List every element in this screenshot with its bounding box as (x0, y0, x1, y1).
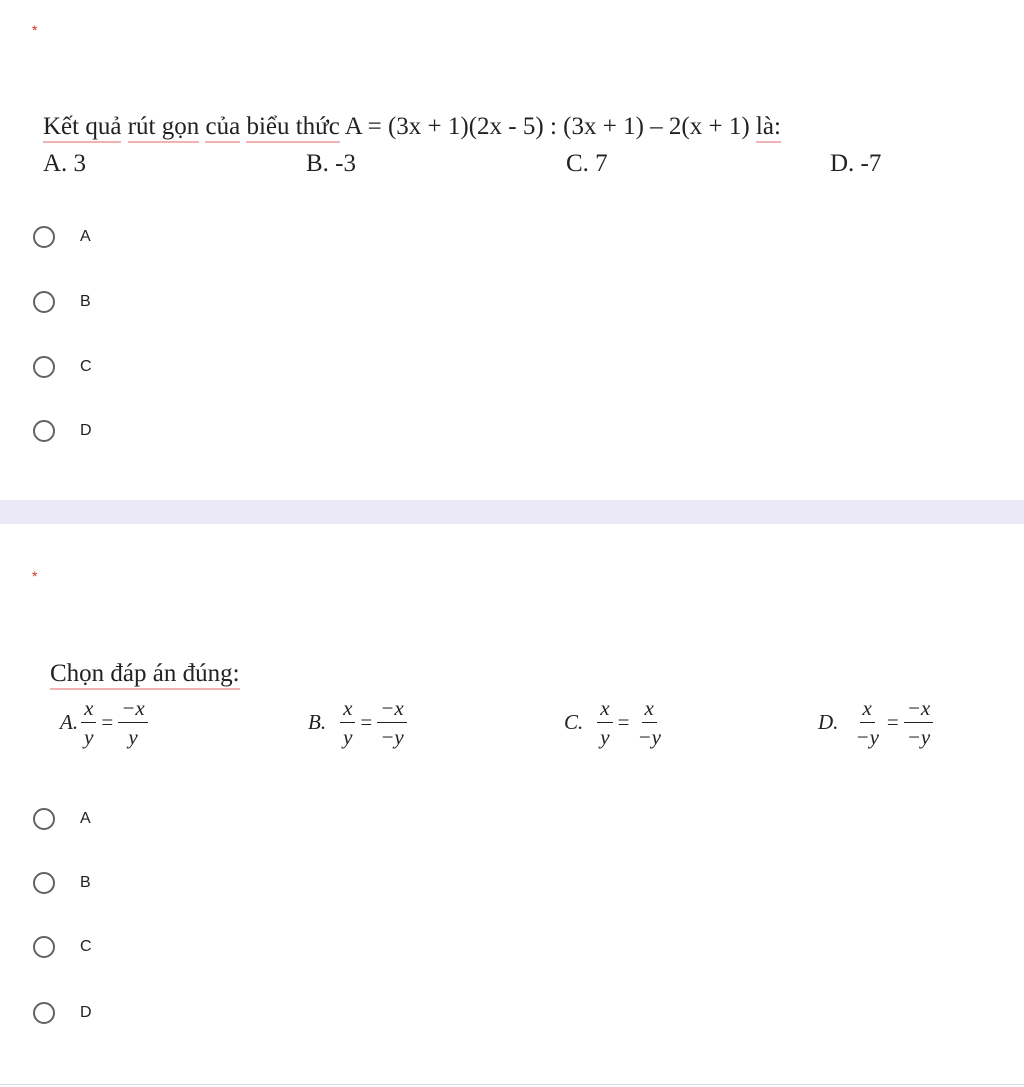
choice-formula-d (818, 696, 936, 749)
question-title (43, 113, 781, 141)
denominator: y (128, 725, 138, 749)
radio-label: A (80, 810, 91, 827)
choice-formula-c (564, 696, 667, 749)
choice-letter: A. (60, 710, 79, 734)
radio-button[interactable] (33, 936, 55, 958)
choice-letter: C. (564, 710, 584, 734)
radio-label: B (80, 874, 91, 891)
question-word: Kết quả (43, 113, 121, 143)
choice-formula-b (308, 696, 410, 749)
fraction-right (118, 696, 148, 749)
question-word: là: (756, 113, 781, 143)
numerator: x (597, 696, 612, 723)
radio-option-c[interactable] (33, 932, 92, 962)
question-word: biểu thức (246, 113, 339, 143)
denominator: −y (637, 725, 661, 749)
radio-label: C (80, 358, 92, 375)
fraction-left (340, 696, 355, 749)
radio-label: A (80, 228, 91, 245)
radio-option-d[interactable] (33, 416, 92, 446)
choice-formula-a (60, 696, 151, 749)
radio-option-a[interactable] (33, 804, 91, 834)
radio-button[interactable] (33, 420, 55, 442)
radio-button[interactable] (33, 872, 55, 894)
choice-text-a: A. 3 (43, 150, 87, 177)
choice-letter: B. (308, 710, 327, 734)
question-text: Chọn đáp án đúng: (50, 660, 240, 690)
denominator: −y (380, 725, 404, 749)
question-word: của (205, 113, 240, 143)
denominator: y (343, 725, 353, 749)
numerator: x (642, 696, 657, 723)
card-separator (0, 500, 1024, 524)
choice-text-b: B. -3 (306, 150, 356, 177)
question-title (50, 660, 240, 688)
required-asterisk: * (32, 22, 38, 38)
denominator: −y (906, 725, 931, 749)
numerator: x (81, 696, 96, 723)
fraction-right (904, 696, 934, 749)
numerator: −x (904, 696, 934, 723)
numerator: x (340, 696, 355, 723)
equals-sign: = (617, 710, 630, 734)
numerator: −x (377, 696, 407, 723)
equals-sign: = (101, 710, 114, 734)
radio-button[interactable] (33, 356, 55, 378)
equals-sign: = (886, 710, 899, 734)
required-asterisk: * (32, 568, 38, 584)
radio-option-b[interactable] (33, 868, 91, 898)
radio-button[interactable] (33, 226, 55, 248)
question-expression: A = (3x + 1)(2x - 5) : (3x + 1) – 2(x + 1) (344, 113, 750, 140)
choice-text-c: C. 7 (566, 150, 608, 177)
question-card-2 (0, 524, 1024, 1085)
numerator: x (860, 696, 875, 723)
radio-button[interactable] (33, 808, 55, 830)
question-word: rút gọn (128, 113, 200, 143)
denominator: y (600, 725, 610, 749)
radio-label: C (80, 938, 92, 955)
choice-letter: D. (818, 710, 839, 734)
fraction-left (852, 696, 882, 749)
radio-option-d[interactable] (33, 998, 92, 1028)
radio-option-b[interactable] (33, 287, 91, 317)
radio-label: D (80, 1004, 92, 1021)
fraction-right (634, 696, 664, 749)
equals-sign: = (360, 710, 373, 734)
radio-option-c[interactable] (33, 352, 92, 382)
denominator: y (84, 725, 94, 749)
radio-label: D (80, 422, 92, 439)
fraction-left (597, 696, 612, 749)
denominator: −y (855, 725, 879, 749)
question-card-1 (0, 0, 1024, 500)
fraction-left (81, 696, 96, 749)
radio-button[interactable] (33, 1002, 55, 1024)
radio-button[interactable] (33, 291, 55, 313)
radio-label: B (80, 293, 91, 310)
radio-option-a[interactable] (33, 222, 91, 252)
fraction-right (377, 696, 407, 749)
choice-text-d: D. -7 (830, 150, 882, 177)
numerator: −x (118, 696, 148, 723)
